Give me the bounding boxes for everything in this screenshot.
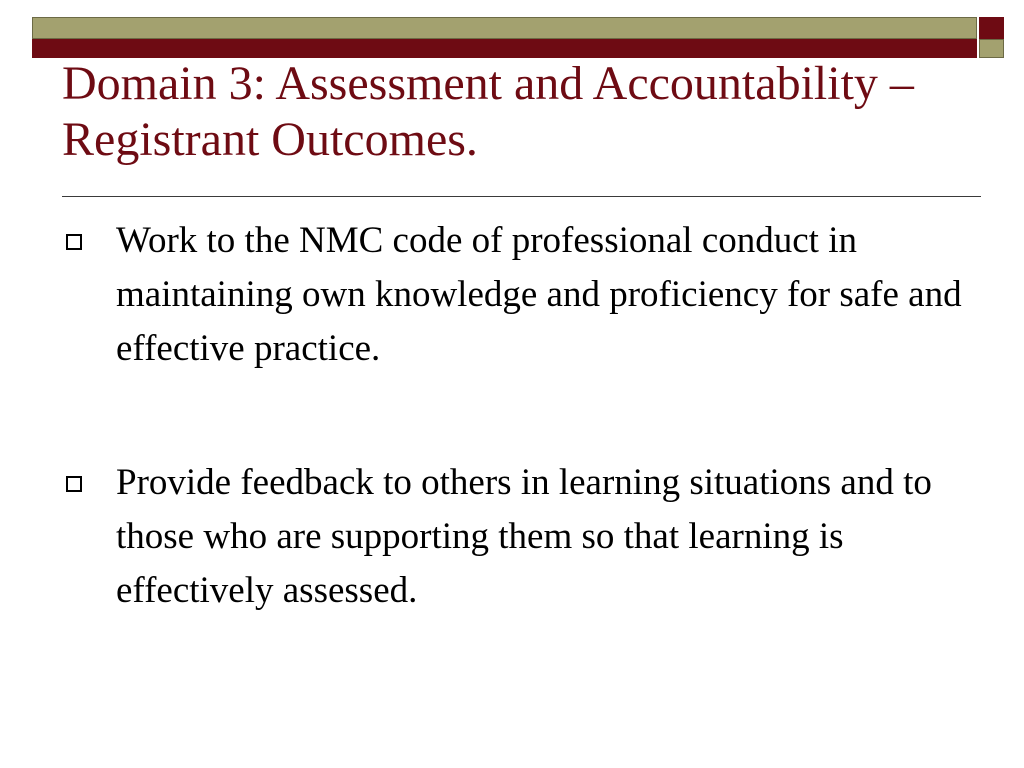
slide-title: Domain 3: Assessment and Accountability – Registrant Outcomes.: [62, 57, 914, 166]
bullet-item: [62, 456, 962, 618]
bullet-text: Work to the NMC code of professional conduct in maintaining own knowledge and proficiency for safe and effective practice.: [116, 220, 962, 369]
hollow-square-bullet-icon: [66, 476, 82, 492]
header-olive-bar: [32, 17, 977, 39]
bullet-text: Provide feedback to others in learning situations and to those who are supporting them so that learning is effectively assessed.: [116, 462, 932, 611]
title-divider: [62, 196, 981, 197]
bullet-list: [62, 214, 962, 698]
hollow-square-bullet-icon: [66, 234, 82, 250]
bullet-item: [62, 214, 962, 376]
header-olive-square: [979, 39, 1004, 58]
header-maroon-square: [979, 17, 1004, 39]
